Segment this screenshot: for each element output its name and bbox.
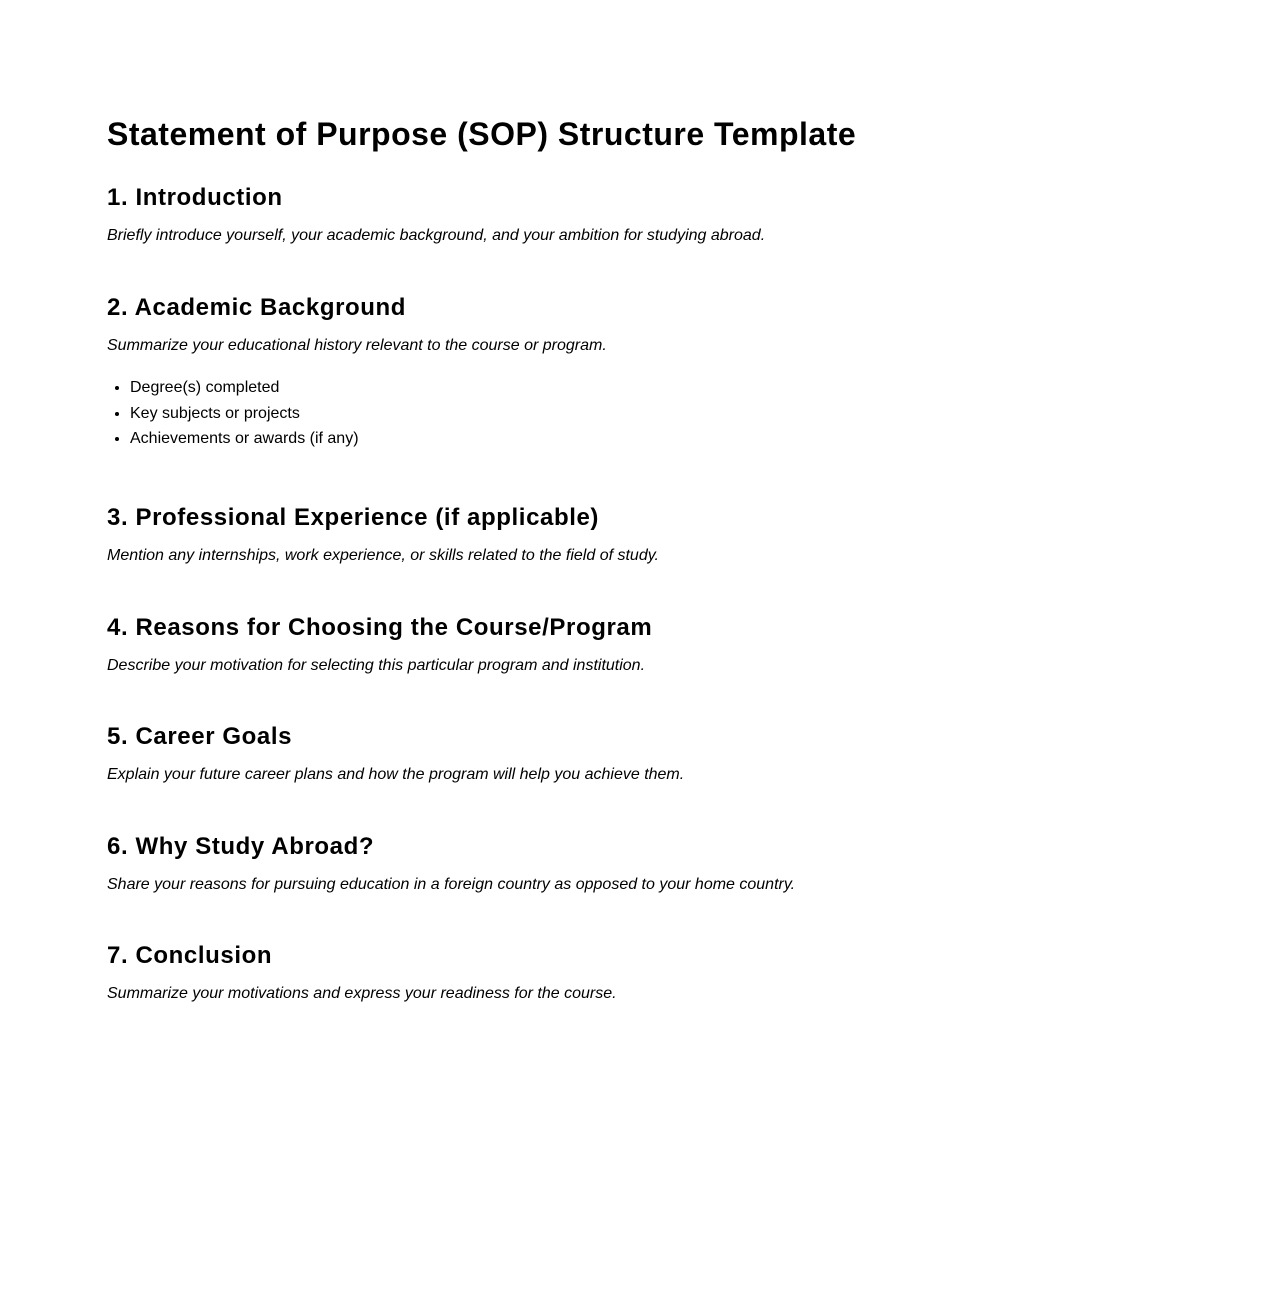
section-description: Share your reasons for pursuing education in a foreign country as opposed to your home country.	[107, 876, 796, 893]
section-description: Summarize your educational history relevant to the course or program.	[107, 337, 607, 354]
section-heading: 7. Conclusion	[107, 942, 273, 969]
section-conclusion	[107, 941, 1207, 1004]
list-item: • Achievements or awards (if any)	[130, 426, 1207, 452]
section-professional-experience	[107, 503, 1207, 566]
section-description: Briefly introduce yourself, your academic background, and your ambition for studying abroad.	[107, 227, 766, 244]
section-description: Describe your motivation for selecting this particular program and institution.	[107, 657, 646, 674]
section-heading: 3. Professional Experience (if applicable)	[107, 504, 600, 531]
section-heading: 1. Introduction	[107, 184, 283, 211]
section-career-goals	[107, 722, 1207, 785]
section-heading: 2. Academic Background	[107, 294, 407, 321]
document-title: Statement of Purpose (SOP) Structure Template	[107, 116, 857, 152]
section-introduction	[107, 183, 1207, 246]
academic-background-list	[107, 375, 1207, 452]
section-heading: 5. Career Goals	[107, 723, 293, 750]
section-reasons-for-course	[107, 613, 1207, 676]
section-heading: 4. Reasons for Choosing the Course/Program	[107, 614, 653, 641]
section-description: Summarize your motivations and express your readiness for the course.	[107, 985, 617, 1002]
section-academic-background	[107, 293, 1207, 452]
section-description: Explain your future career plans and how the program will help you achieve them.	[107, 766, 685, 783]
section-heading: 6. Why Study Abroad?	[107, 833, 375, 860]
list-item: • Degree(s) completed	[130, 375, 1207, 401]
section-why-study-abroad	[107, 832, 1207, 895]
list-item: • Key subjects or projects	[130, 401, 1207, 427]
section-description: Mention any internships, work experience, or skills related to the field of study.	[107, 547, 659, 564]
